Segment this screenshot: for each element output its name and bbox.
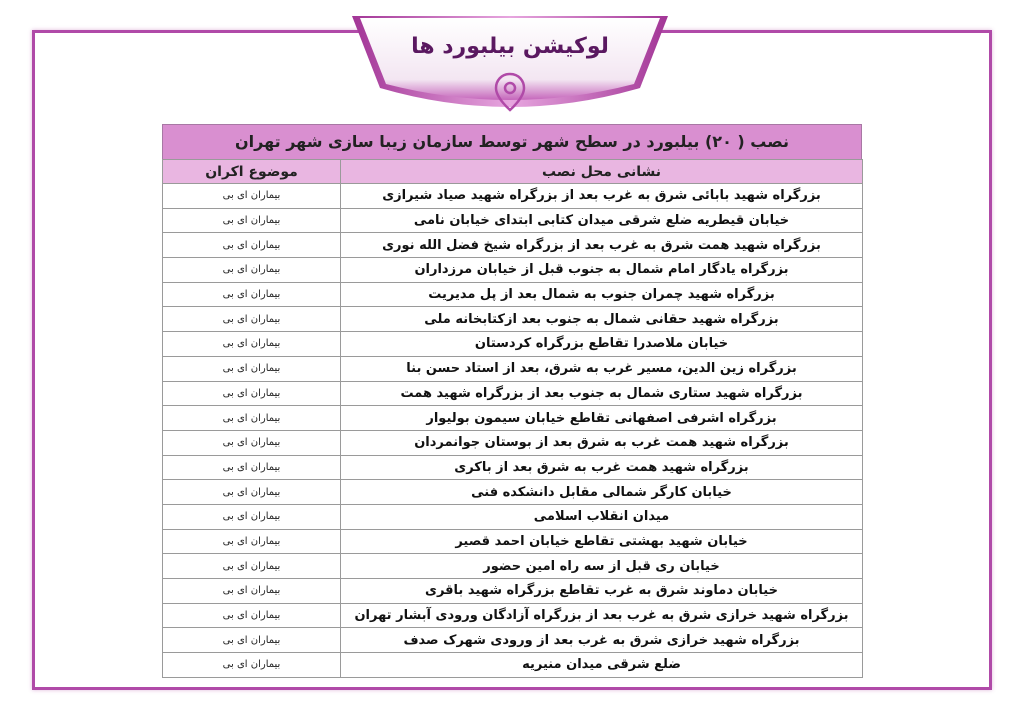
address-cell: بزرگراه اشرفی اصفهانی تقاطع خیابان سیمون بولیوار [341,406,863,431]
table-caption: نصب ( ۲۰) بیلبورد در سطح شهر توسط سازمان زیبا سازی شهر تهران [162,124,862,159]
table-header-row [163,160,863,184]
table-row [163,504,863,529]
table-row [163,381,863,406]
table-row [163,282,863,307]
table-row [163,258,863,283]
header-tab [340,8,680,118]
topic-cell: بیماران ای بی [163,282,341,307]
table-row [163,430,863,455]
address-cell: بزرگراه یادگار امام شمال به جنوب قبل از خیابان مرزداران [341,258,863,283]
address-cell: بزرگراه شهید خرازی شرق به غرب بعد از ورودی شهرک صدف [341,628,863,653]
table-row [163,356,863,381]
table-row [163,406,863,431]
topic-cell: بیماران ای بی [163,332,341,357]
address-cell: بزرگراه شهید همت شرق به غرب بعد از بزرگراه شیخ فضل الله نوری [341,233,863,258]
address-cell: بزرگراه شهید خرازی شرق به غرب بعد از بزرگراه آزادگان ورودی آبشار تهران [341,603,863,628]
table-row [163,208,863,233]
topic-cell: بیماران ای بی [163,579,341,604]
column-header-address: نشانی محل نصب [341,160,863,184]
topic-cell: بیماران ای بی [163,430,341,455]
topic-cell: بیماران ای بی [163,529,341,554]
billboard-table-wrapper [162,124,862,678]
table-row [163,184,863,209]
topic-cell: بیماران ای بی [163,653,341,678]
address-cell: بزرگراه شهید همت غرب به شرق بعد از باکری [341,455,863,480]
location-pin-icon [493,72,527,112]
topic-cell: بیماران ای بی [163,628,341,653]
topic-cell: بیماران ای بی [163,381,341,406]
billboard-table [162,159,863,678]
address-cell: بزرگراه زین الدین، مسیر غرب به شرق، بعد از استاد حسن بنا [341,356,863,381]
table-row [163,455,863,480]
table-row [163,233,863,258]
topic-cell: بیماران ای بی [163,356,341,381]
topic-cell: بیماران ای بی [163,554,341,579]
address-cell: خیابان شهید بهشتی تقاطع خیابان احمد قصیر [341,529,863,554]
address-cell: ضلع شرقی میدان منیریه [341,653,863,678]
address-cell: خیابان ملاصدرا تقاطع بزرگراه کردستان [341,332,863,357]
topic-cell: بیماران ای بی [163,184,341,209]
address-cell: بزرگراه شهید حقانی شمال به جنوب بعد ازکتابخانه ملی [341,307,863,332]
topic-cell: بیماران ای بی [163,258,341,283]
topic-cell: بیماران ای بی [163,208,341,233]
page-title: لوکیشن بیلبورد ها [411,34,609,59]
column-header-topic: موضوع اکران [163,160,341,184]
topic-cell: بیماران ای بی [163,603,341,628]
table-row [163,529,863,554]
address-cell: خیابان دماوند شرق به غرب تقاطع بزرگراه شهید باقری [341,579,863,604]
topic-cell: بیماران ای بی [163,233,341,258]
address-cell: خیابان کارگر شمالی مقابل دانشکده فنی [341,480,863,505]
table-row [163,480,863,505]
address-cell: بزرگراه شهید ستاری شمال به جنوب بعد از بزرگراه شهید همت [341,381,863,406]
address-cell: بزرگراه شهید چمران جنوب به شمال بعد از پل مدیریت [341,282,863,307]
address-cell: بزرگراه شهید همت غرب به شرق بعد از بوستان جوانمردان [341,430,863,455]
table-row [163,628,863,653]
address-cell: بزرگراه شهید بابائی شرق به غرب بعد از بزرگراه شهید صیاد شیرازی [341,184,863,209]
topic-cell: بیماران ای بی [163,406,341,431]
table-row [163,603,863,628]
address-cell: خیابان ری قبل از سه راه امین حضور [341,554,863,579]
table-row [163,554,863,579]
address-cell: خیابان قیطریه ضلع شرقی میدان کتابی ابتدای خیابان نامی [341,208,863,233]
topic-cell: بیماران ای بی [163,504,341,529]
topic-cell: بیماران ای بی [163,455,341,480]
topic-cell: بیماران ای بی [163,480,341,505]
table-row [163,579,863,604]
topic-cell: بیماران ای بی [163,307,341,332]
table-row [163,653,863,678]
address-cell: میدان انقلاب اسلامی [341,504,863,529]
table-row [163,307,863,332]
table-row [163,332,863,357]
